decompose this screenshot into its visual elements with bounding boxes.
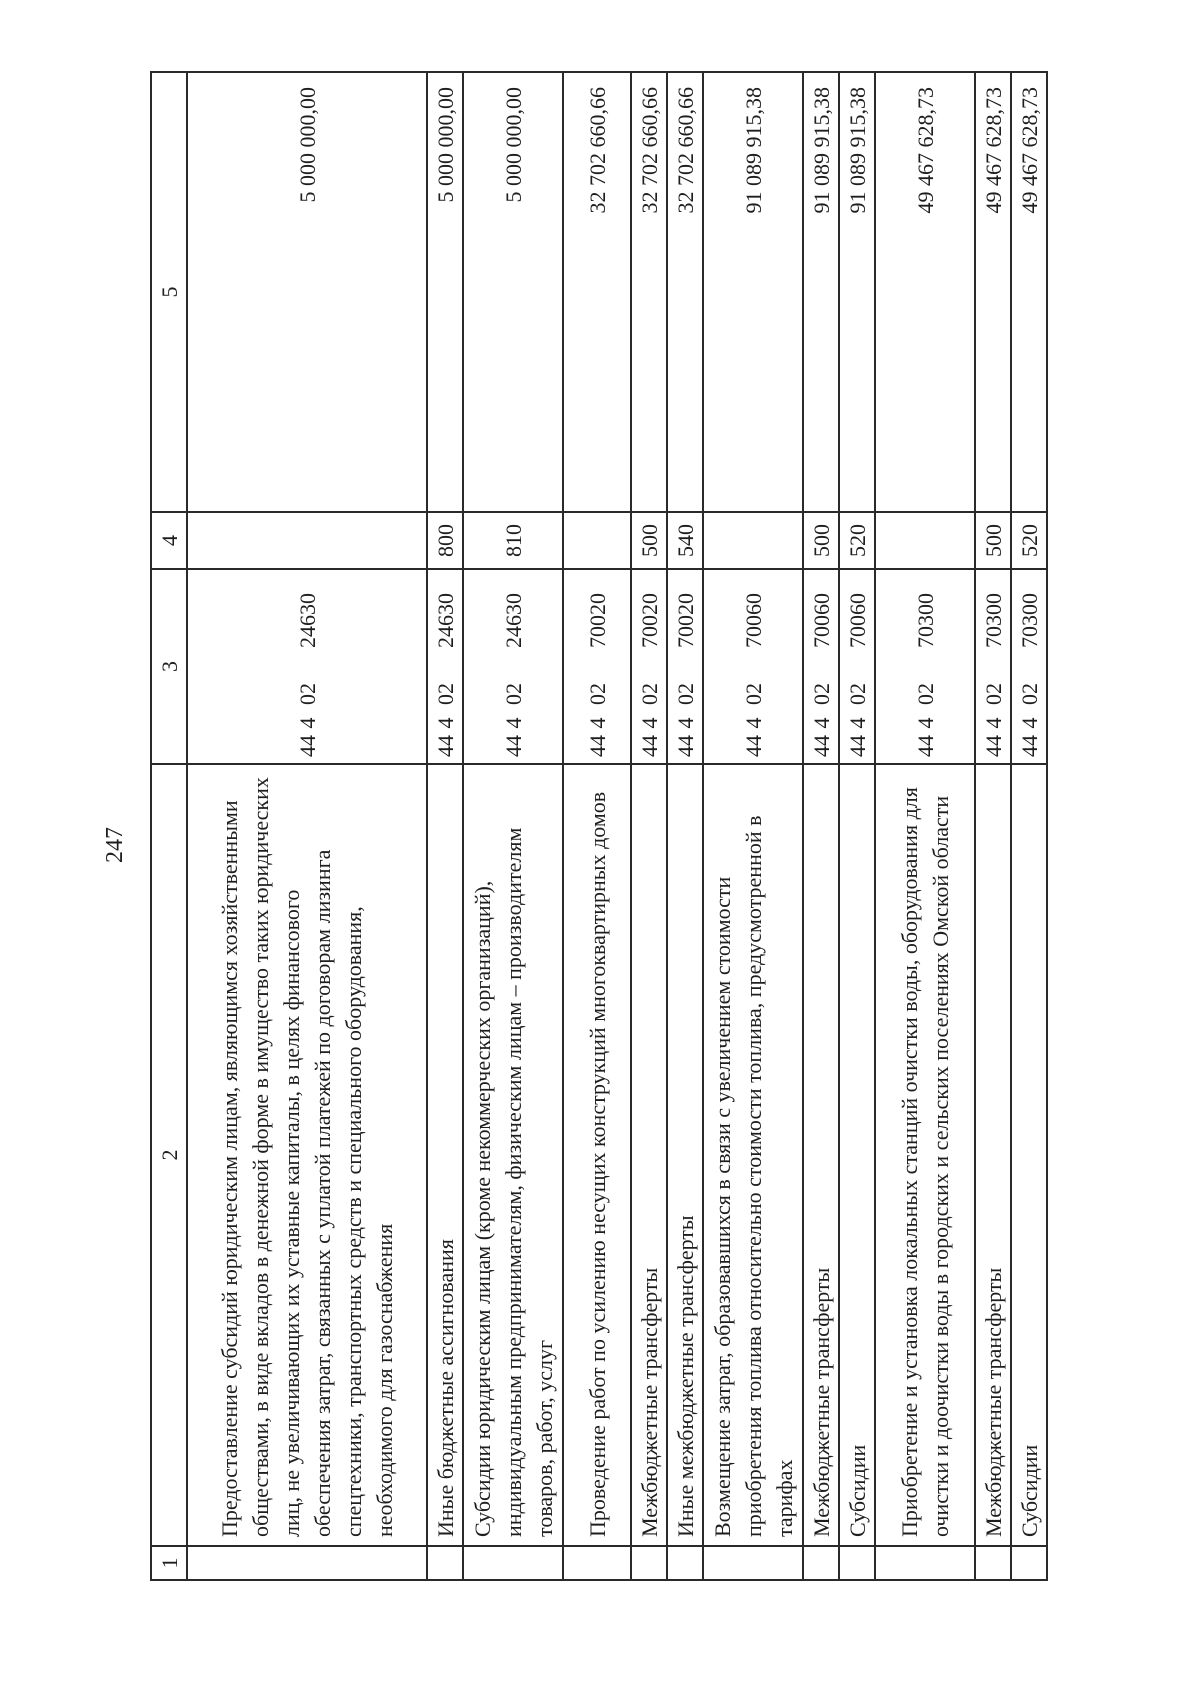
row-number-cell [427,1546,463,1580]
row-vr: 500 [975,512,1011,569]
code-part: 4 [980,717,1006,729]
row-name: Иные межбюджетные трансферты [667,764,703,1546]
code-part: 02 [912,683,938,705]
row-name: Межбюджетные трансферты [803,764,839,1546]
page-number: 247 [102,827,128,863]
code-part: 4 [432,717,458,729]
table-row [703,72,803,1580]
row-vr: 810 [463,512,563,569]
code-part: 44 [500,735,526,757]
row-vr: 520 [839,512,875,569]
row-vr: 500 [631,512,667,569]
row-code [1011,569,1047,764]
row-amount: 49 467 628,73 [975,72,1011,512]
table-row [631,72,667,1580]
code-part: 4 [740,717,766,729]
code-part: 44 [294,735,320,757]
code-part: 02 [844,683,870,705]
code-part: 02 [740,683,766,705]
row-number-cell [631,1546,667,1580]
code-part: 4 [636,717,662,729]
row-code [667,569,703,764]
header-col-3: 3 [151,569,187,764]
row-code [427,569,463,764]
row-amount: 91 089 915,38 [703,72,803,512]
budget-table-container [150,71,1090,1581]
code-part: 4 [912,717,938,729]
row-number-cell [839,1546,875,1580]
code-part: 44 [844,735,870,757]
row-number-cell [187,1546,427,1580]
header-col-2: 2 [151,764,187,1546]
row-code [563,569,631,764]
header-col-1: 1 [151,1546,187,1580]
code-part: 70300 [980,593,1006,648]
code-part: 4 [1016,717,1042,729]
row-code [803,569,839,764]
row-number-cell [875,1546,975,1580]
row-number-cell [1011,1546,1047,1580]
row-amount: 91 089 915,38 [803,72,839,512]
row-code [875,569,975,764]
table-row [975,72,1011,1580]
code-part: 44 [672,735,698,757]
row-amount: 49 467 628,73 [1011,72,1047,512]
table-row [839,72,875,1580]
code-part: 02 [432,683,458,705]
row-code [631,569,667,764]
header-col-5: 5 [151,72,187,512]
row-amount: 5 000 000,00 [187,72,427,512]
row-number-cell [667,1546,703,1580]
code-part: 02 [980,683,1006,705]
code-part: 02 [500,683,526,705]
code-part: 02 [808,683,834,705]
row-code [703,569,803,764]
row-vr: 500 [803,512,839,569]
row-name: Межбюджетные трансферты [631,764,667,1546]
row-vr: 520 [1011,512,1047,569]
row-number-cell [463,1546,563,1580]
code-part: 24630 [500,593,526,648]
row-name: Межбюджетные трансферты [975,764,1011,1546]
code-part: 02 [1016,683,1042,705]
code-part: 4 [500,717,526,729]
budget-table [150,71,1048,1581]
row-amount: 32 702 660,66 [631,72,667,512]
code-part: 4 [672,717,698,729]
code-part: 70020 [672,593,698,648]
table-row [1011,72,1047,1580]
row-vr [563,512,631,569]
code-part: 70300 [1016,593,1042,648]
row-vr [703,512,803,569]
row-amount: 5 000 000,00 [463,72,563,512]
row-name: Субсидии юридическим лицам (кроме некоммерческих организаций), индивидуальным предпринимателям, физическим лицам – производителям товаров, работ, услуг [463,764,563,1546]
code-part: 70060 [740,593,766,648]
row-vr [187,512,427,569]
code-part: 44 [584,735,610,757]
table-row [563,72,631,1580]
code-part: 4 [808,717,834,729]
code-part: 44 [980,735,1006,757]
table-row [187,72,427,1580]
row-vr: 540 [667,512,703,569]
row-name: Проведение работ по усилению несущих конструкций многоквартирных домов [563,764,631,1546]
code-part: 24630 [294,593,320,648]
table-row [875,72,975,1580]
row-amount: 49 467 628,73 [875,72,975,512]
code-part: 02 [584,683,610,705]
code-part: 70060 [844,593,870,648]
row-code [463,569,563,764]
code-part: 44 [1016,735,1042,757]
row-code [187,569,427,764]
row-code [839,569,875,764]
code-part: 70020 [584,593,610,648]
code-part: 4 [584,717,610,729]
table-row [427,72,463,1580]
row-name: Субсидии [839,764,875,1546]
header-col-4: 4 [151,512,187,569]
header-row [151,72,187,1580]
code-part: 02 [294,683,320,705]
row-name: Предоставление субсидий юридическим лицам, являющимся хозяйственными обществами, в виде вкладов в денежной форме в имущество таких юридических лиц, не увеличивающих их уставные капиталы, в целях финансового обеспечения затрат, связанных с уплатой платежей по договорам лизинга спецтехники, транспортных средств и специального оборудования, необходимого для газоснабжения [187,764,427,1546]
code-part: 70060 [808,593,834,648]
code-part: 4 [294,717,320,729]
code-part: 44 [636,735,662,757]
code-part: 02 [636,683,662,705]
row-amount: 32 702 660,66 [563,72,631,512]
row-name: Субсидии [1011,764,1047,1546]
row-name: Иные бюджетные ассигнования [427,764,463,1546]
row-code [975,569,1011,764]
code-part: 70020 [636,593,662,648]
row-number-cell [563,1546,631,1580]
code-part: 24630 [432,593,458,648]
row-amount: 5 000 000,00 [427,72,463,512]
code-part: 44 [912,735,938,757]
row-name: Возмещение затрат, образовавшихся в связи с увеличением стоимости приобретения топлива относительно стоимости топлива, предусмотренной в тарифах [703,764,803,1546]
table-row [463,72,563,1580]
table-row [667,72,703,1580]
row-number-cell [803,1546,839,1580]
row-number-cell [703,1546,803,1580]
row-number-cell [975,1546,1011,1580]
row-amount: 32 702 660,66 [667,72,703,512]
table-row [803,72,839,1580]
row-name: Приобретение и установка локальных станций очистки воды, оборудования для очистки и доочистки воды в городских и сельских поселениях Омской области [875,764,975,1546]
code-part: 02 [672,683,698,705]
row-vr: 800 [427,512,463,569]
code-part: 70300 [912,593,938,648]
row-vr [875,512,975,569]
row-amount: 91 089 915,38 [839,72,875,512]
code-part: 44 [740,735,766,757]
code-part: 44 [808,735,834,757]
code-part: 4 [844,717,870,729]
code-part: 44 [432,735,458,757]
